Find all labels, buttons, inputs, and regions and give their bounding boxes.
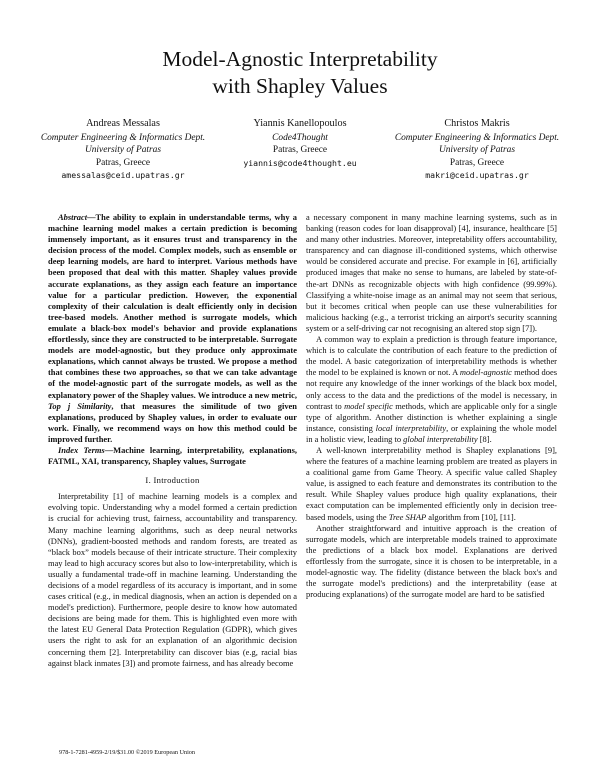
text-run: methods, which are applicable only for a single type of algorithm. Another distinction is whether explaining a single instance, consisting — [306, 400, 557, 433]
text-run: A well-known interpretability method is Shapley explanations [9], where the features of a machine learning problem are treated as players in a coalitional game from Game Theory. A specific value called Shapley value, is assigned to each feature and demonstrates its contribution to the result. While Shapley values produce high quality explanations, their exact computation can be implemented efficiently only in decision tree-based models, using the — [306, 444, 557, 522]
section-heading: I. Introduction — [145, 475, 200, 486]
abstract-text: —The ability to explain in understandable terms, why a machine learning model makes a certain prediction is becoming immensely important, as it ensures trust and transparency in the decision process of the model. Complex models, such as ensemble or deep learning models, are hard to interpret. Various methods have been proposed that deal with this matter. Shapley values provide accurate explanations, as they assign each feature an importance value for a particular prediction. However, the exponential complexity of their calculation is dealt efficiently only in decision tree-based models. Another method is surrogate models, which emulate a black-box model's behavior and provide explanations effortlessly, since they are constructed to be interpretable. Surrogate models are model-agnostic, but they produce only approximate explanations, which cannot always be trusted. We propose a method that combines these two approaches, so that we can take advantage of the model-agnostic part of the surrogate models, as well as the explanatory power of the Shapley values. We introduce a new metric, — [48, 212, 297, 400]
term-local-interpretability: local interpretability — [375, 422, 447, 433]
intro-paragraph-3 — [306, 334, 557, 445]
intro-paragraph-2: a necessary component in many machine learning systems, such as in banking (reason codes for loan disapproval) [4], insurance, healthcare [5] and many other industries. Moreover, intepretability offers accountability, transparency and can diagnose ill-conditioned systems, which otherwise would be considered accurate and precise. For example in [6], artificially produced images that make no sense to humans, are labeled by state-of-the-art DNNs as recognizable objects with high confidence (99.99%). Classifying a white-noise image as an animal may not seem that serious, but it becomes critical when people can use these vulnerabilities for malicious hacking (e.g., a terrorist tricking an airport's security scanning system or a self-driving car not recognising an altered stop sign [7]). — [306, 212, 557, 333]
author-location: Patras, Greece — [449, 157, 505, 168]
abstract-tail: , that measures the similitude of two given explanations, produced by Shapley values, in order to evaluate our work. Finally, we recommend ways on how this method could be improved further. — [48, 400, 297, 444]
author-university: University of Patras — [438, 145, 516, 156]
index-terms — [48, 445, 297, 467]
term-model-agnostic: model-agnostic — [459, 367, 512, 378]
copyright-footer: 978-1-7281-4959-2/19/$31.00 ©2019 European Union — [59, 749, 195, 756]
term-global-interpretability: global interpretability — [403, 433, 478, 444]
abstract-label: Abstract — [58, 212, 88, 222]
index-terms-text: —Machine learning, interpretability, explanations, FATML, XAI, transparency, Shapley values, Surrogate — [48, 444, 297, 467]
right-column — [306, 212, 557, 600]
text-run: algorithm from [10], [11]. — [426, 511, 516, 522]
title-line-2: with Shapley Values — [212, 74, 388, 98]
text-run: , or explaining the whole model in a holistic view, leading to — [306, 422, 557, 444]
author-name: Andreas Messalas — [86, 118, 160, 129]
abstract — [48, 212, 297, 445]
author-block-3 — [382, 118, 572, 182]
author-affiliation: Computer Engineering & Informatics Dept. — [394, 132, 560, 143]
abstract-metric: Top j Similarity — [48, 400, 112, 411]
title-line-1: Model-Agnostic Interpretability — [162, 47, 438, 71]
text-run: method does not require any knowledge of the inner workings of the black box model, only access to the data and the predictions of the model is necessary, in contrast to — [306, 367, 557, 411]
author-university: University of Patras — [84, 145, 162, 156]
author-name: Yiannis Kanellopoulos — [253, 118, 347, 129]
author-affiliation: Computer Engineering & Informatics Dept. — [40, 132, 206, 143]
author-email: makri@ceid.upatras.gr — [425, 170, 529, 181]
author-name: Christos Makris — [444, 118, 510, 129]
author-email: yiannis@code4thought.eu — [243, 157, 357, 168]
term-tree-shap: Tree SHAP — [388, 511, 427, 522]
index-terms-label: Index Terms — [58, 444, 105, 455]
term-model-specific: model specific — [344, 400, 393, 411]
author-location: Patras, Greece — [272, 145, 328, 156]
intro-paragraph-5: Another straightforward and intuitive approach is the creation of surrogate models, which are interpretable models trained to approximate the predictions of a black box model. Explanations are derived effortlessly from the surrogate, since it is chosen to be interpretable, in a model-agnostic way. The fidelity (distance between the black box's and the surrogate model's predictions) and the interpretability (ease at producing explanations) of the surrogate model are hard to be satisfied — [306, 522, 557, 600]
intro-paragraph-4 — [306, 445, 557, 523]
left-column — [48, 212, 297, 669]
author-email: amessalas@ceid.upatras.gr — [61, 170, 185, 181]
author-affiliation: Code4Thought — [272, 132, 328, 143]
intro-paragraph-1: Interpretability [1] of machine learning models is a complex and evolving topic. Understanding why a model formed a certain prediction is crucial for achieving trust, fairness, accountability and transparency. Many machine learning algorithms, such as deep neural networks (DNNs), gradient-boosted methods and random forests, are treated as “black box” models because of their intricate structure. Their complexity may lead to high accuracy scores but also to low-interpretability, which is usually a fundamental trade-off in machine learning. Understanding the decisions of a model regardless of its accuracy is important, and in some cases critical (e.g., in medical diagnosis, when an action is depended on a model's prediction). Furthermore, people desire to know how automated decisions are being made for them. This is highlighted even more with the latest EU General Data Protection Regulation (GDPR), which gives users the right to ask for an explanation of an algorithmic decision concerning them [2]. Interpretability can discover bias (e.g, racial bias against black inmates [3]) and promote fairness, and has already become — [48, 491, 297, 668]
author-location: Patras, Greece — [95, 157, 151, 168]
text-run: [8]. — [477, 433, 492, 444]
author-block-1 — [28, 118, 218, 182]
paper-title — [0, 46, 600, 100]
author-block-2 — [205, 118, 395, 169]
text-run: A common way to explain a prediction is through feature importance, which is to calculate the contribution of each feature to the prediction of the model. A basic categorization of interpretability methods is whether the model to be explained is known or not. A — [306, 334, 557, 378]
